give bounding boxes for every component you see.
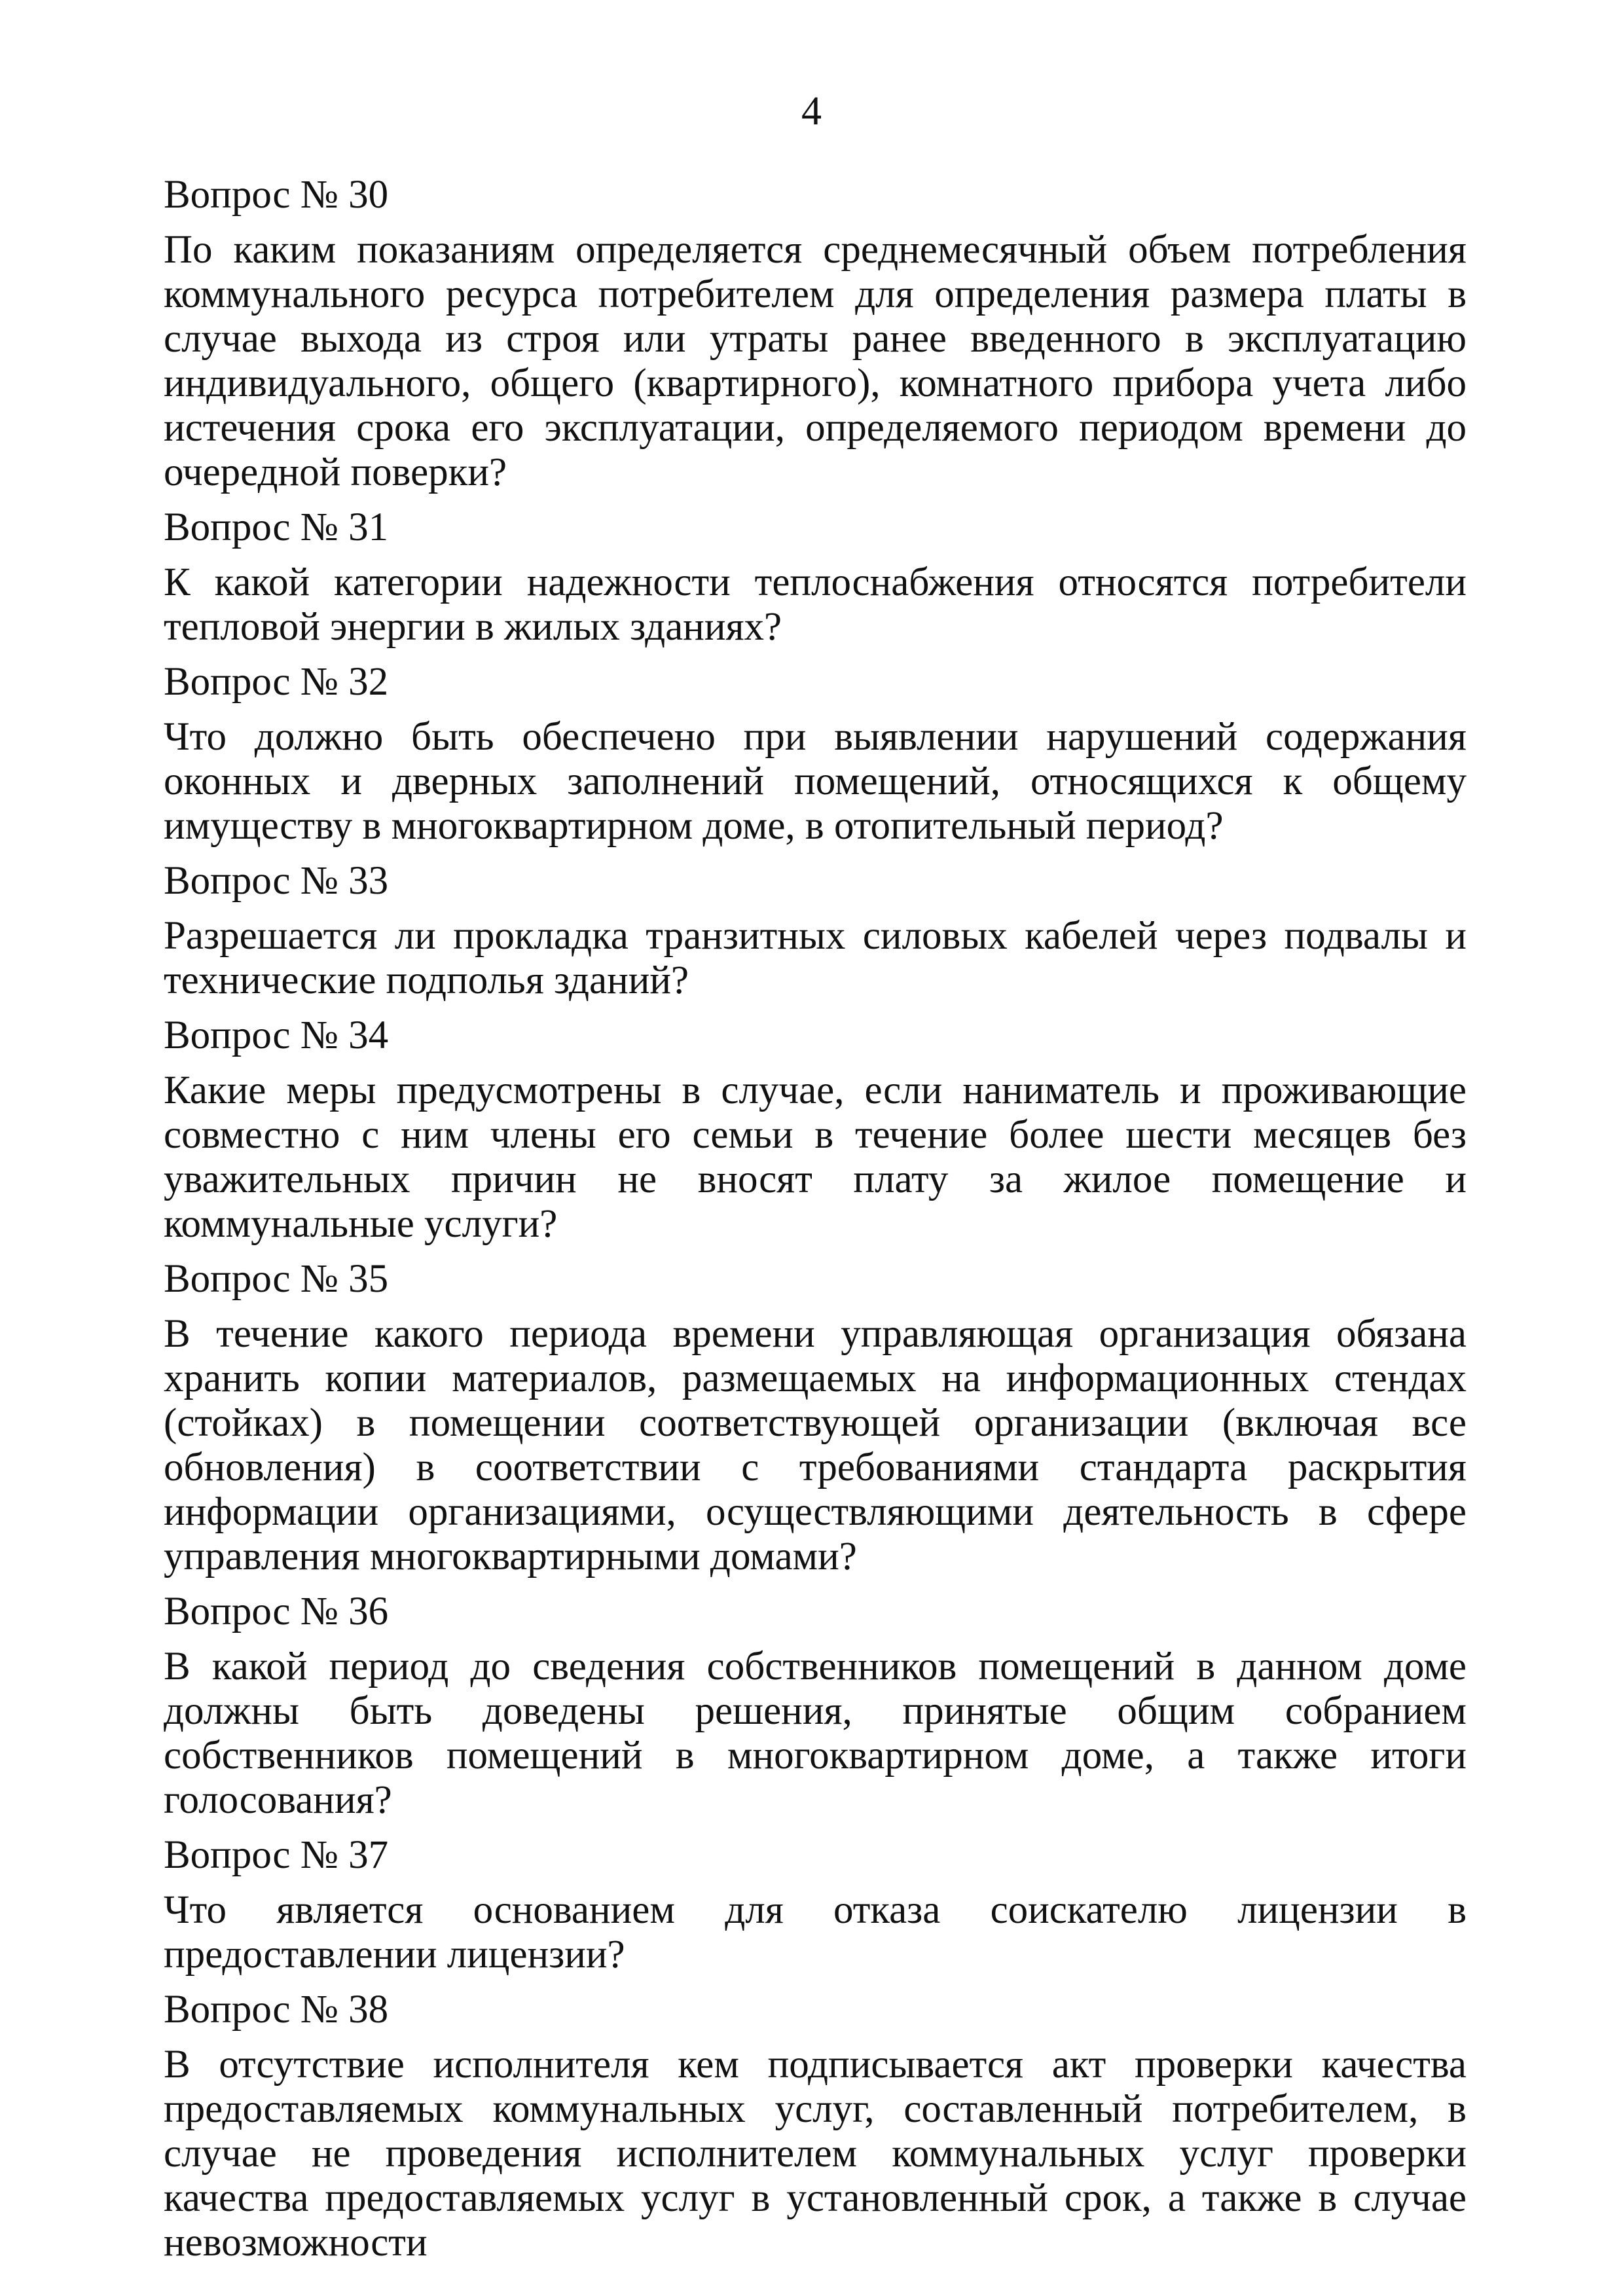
questions-list — [164, 172, 1467, 2274]
question-text: Что должно быть обеспечено при выявлении нарушений содержания оконных и дверных заполнений помещений, относящихся к общему имуществу в многоквартирном доме, в отопительный период? — [164, 715, 1467, 848]
question-title: Вопрос № 31 — [164, 505, 389, 549]
question-text: В течение какого периода времени управляющая организация обязана хранить копии материалов, размещаемых на информационных стендах (стойках) в помещении соответствующей организации (включая все обновления) в соответствии с требованиями стандарта раскрытия информации организациями, осуществляющими деятельность в сфере управления многоквартирными домами? — [164, 1312, 1467, 1578]
question-text: В какой период до сведения собственников помещений в данном доме должны быть доведены решения, принятые общим собранием собственников помещений в многоквартирном доме, а также итоги голосования? — [164, 1645, 1467, 1822]
question-title: Вопрос № 30 — [164, 173, 389, 217]
question-31 — [164, 504, 1467, 649]
question-32 — [164, 659, 1467, 848]
question-text: По каким показаниям определяется среднемесячный объем потребления коммунального ресурса потребителем для определения размера платы в случае выхода из строя или утраты ранее введенного в эксплуатацию индивидуального, общего (квартирного), комнатного прибора учета либо истечения срока его эксплуатации, определяемого периодом времени до очередной поверки? — [164, 228, 1467, 494]
page-number: 4 — [801, 89, 822, 134]
question-38 — [164, 1986, 1467, 2265]
question-text: К какой категории надежности теплоснабжения относятся потребители тепловой энергии в жилых зданиях? — [164, 560, 1467, 649]
question-36 — [164, 1588, 1467, 1823]
question-title: Вопрос № 33 — [164, 859, 389, 903]
question-title: Вопрос № 32 — [164, 660, 389, 704]
question-title: Вопрос № 37 — [164, 1833, 389, 1877]
question-title: Вопрос № 35 — [164, 1257, 389, 1301]
question-text: Какие меры предусмотрены в случае, если наниматель и проживающие совместно с ним члены его семьи в течение более шести месяцев без уважительных причин не вносят плату за жилое помещение и коммунальные услуги? — [164, 1068, 1467, 1246]
question-text: Разрешается ли прокладка транзитных силовых кабелей через подвалы и технические подполья зданий? — [164, 914, 1467, 1002]
question-30 — [164, 172, 1467, 495]
question-33 — [164, 858, 1467, 1003]
question-text: Что является основанием для отказа соискателю лицензии в предоставлении лицензии? — [164, 1888, 1467, 1977]
question-text: В отсутствие исполнителя кем подписывается акт проверки качества предоставляемых коммунальных услуг, составленный потребителем, в случае не проведения исполнителем коммунальных услуг проверки качества предоставляемых услуг в установленный срок, а также в случае невозможности — [164, 2043, 1467, 2265]
question-37 — [164, 1832, 1467, 1977]
question-title: Вопрос № 36 — [164, 1590, 389, 1633]
question-title: Вопрос № 34 — [164, 1013, 389, 1057]
question-34 — [164, 1012, 1467, 1247]
question-35 — [164, 1256, 1467, 1579]
question-title: Вопрос № 38 — [164, 1988, 389, 2032]
